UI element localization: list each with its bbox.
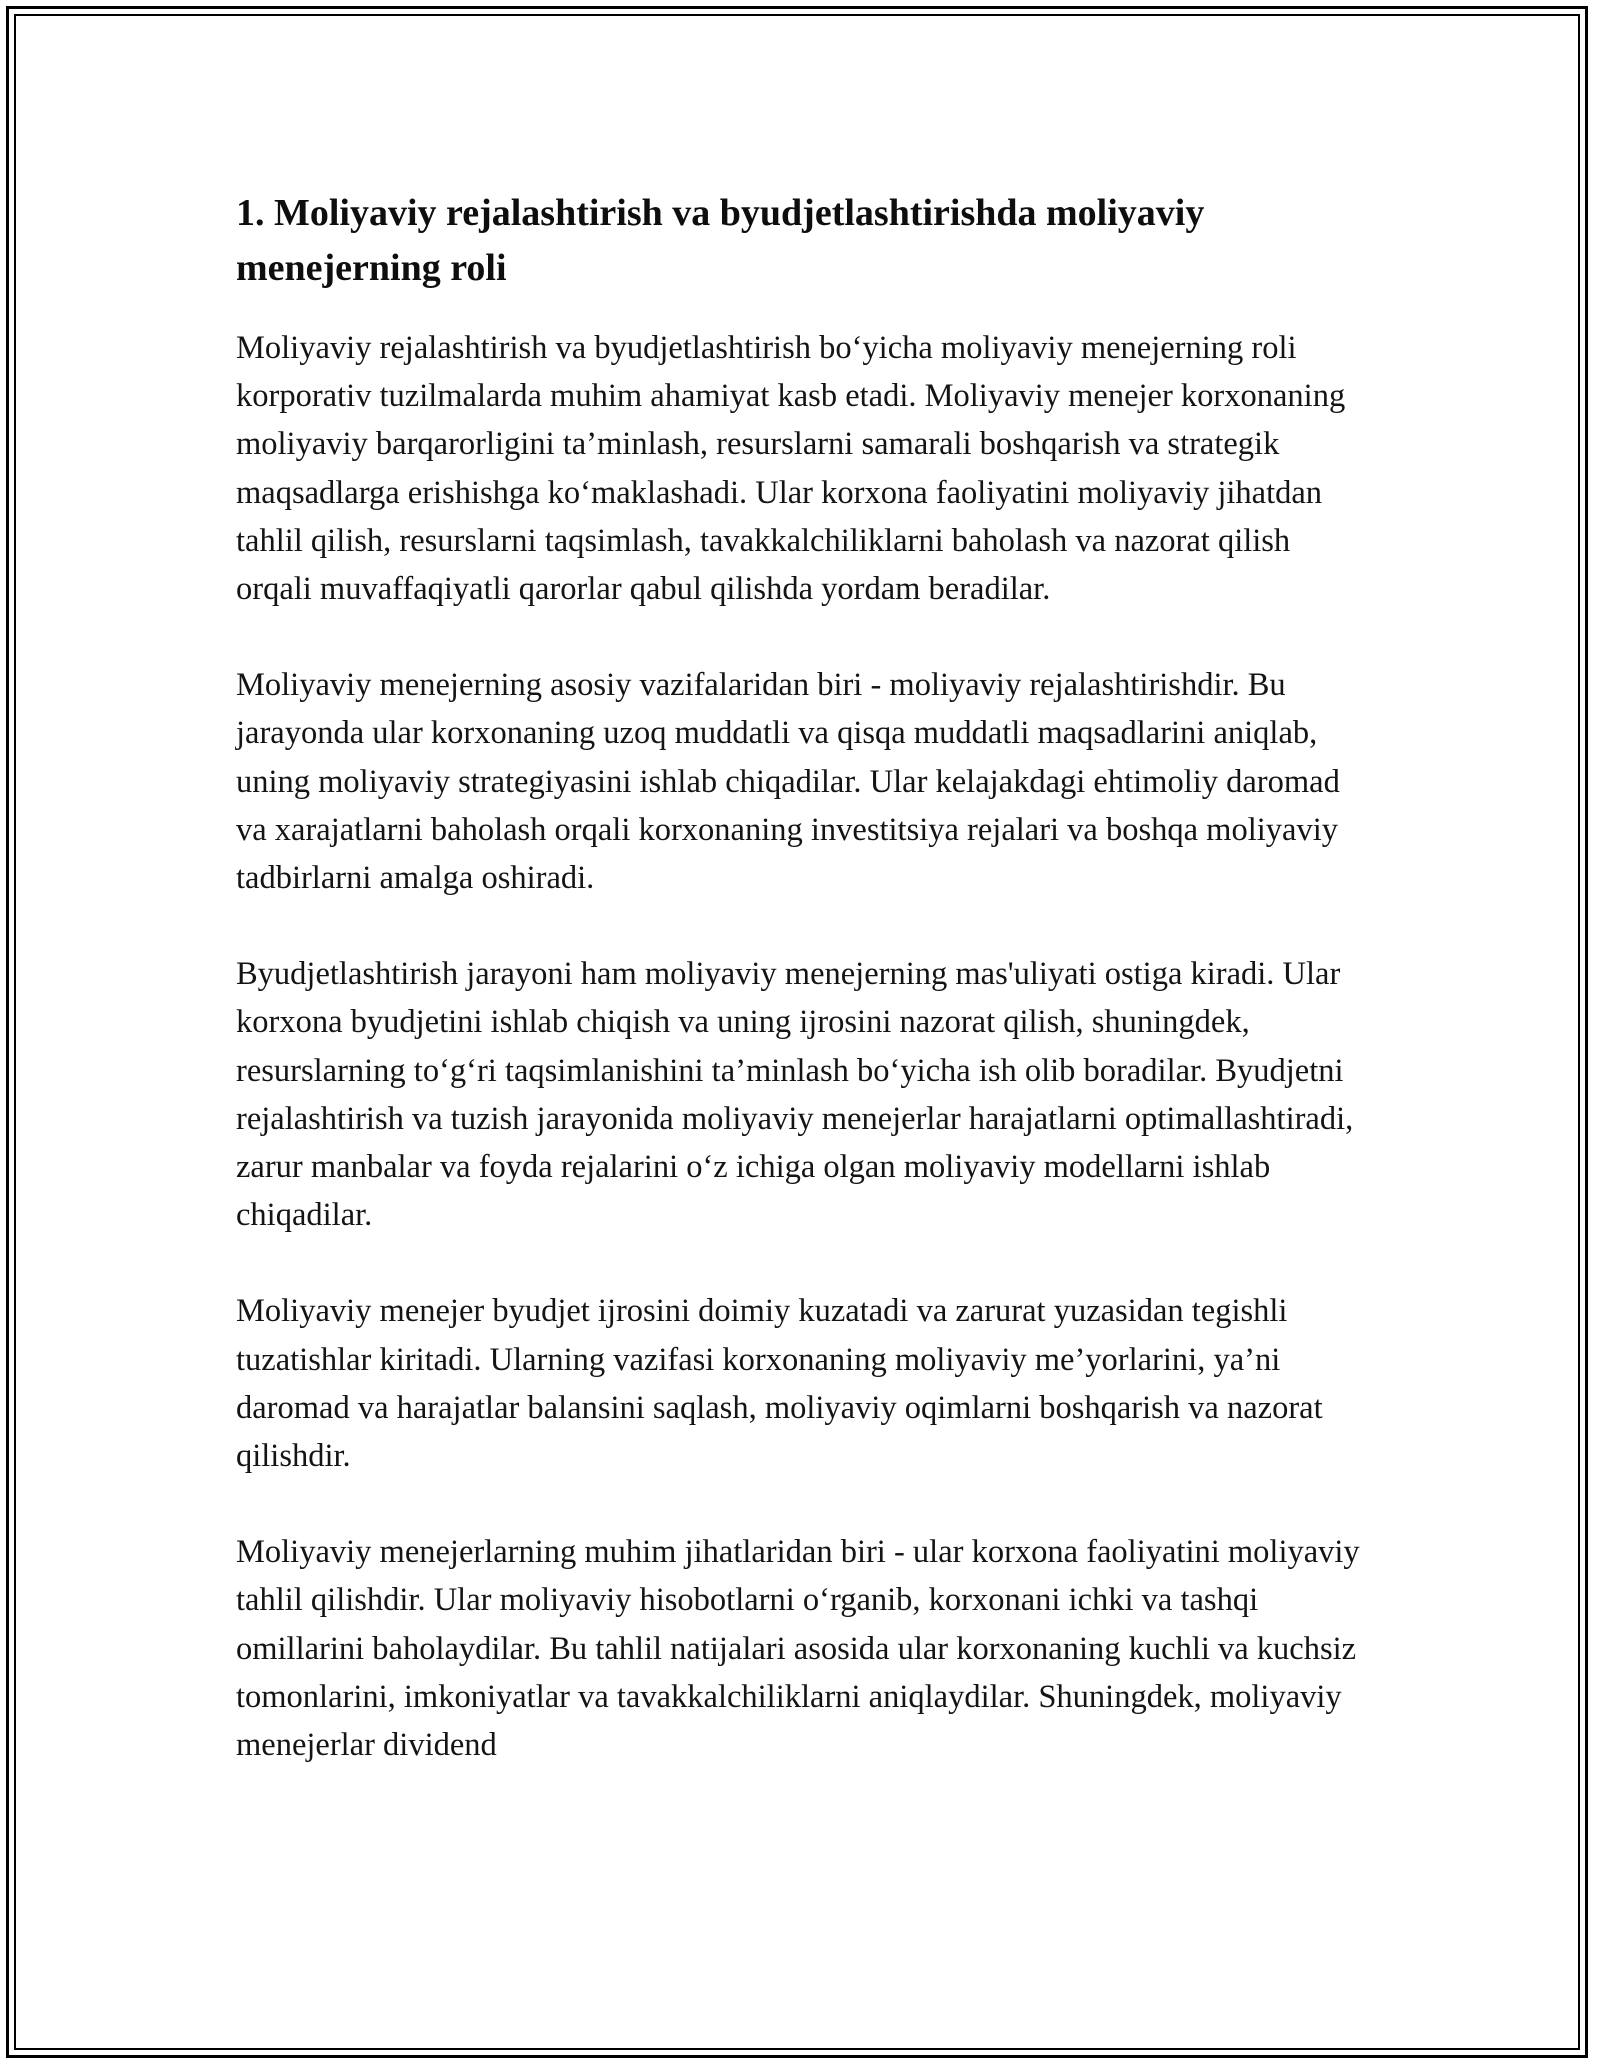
document-body bbox=[236, 186, 1366, 1817]
section-heading: 1. Moliyaviy rejalashtirish va byudjetlashtirishda moliyaviy menejerning roli bbox=[236, 192, 1205, 289]
paragraph-4: Moliyaviy menejer byudjet ijrosini doimiy kuzatadi va zarurat yuzasidan tegishli tuzatishlar kiritadi. Ularning vazifasi korxonaning moliyaviy me’yorlarini, ya’ni daromad va harajatlar balansini saqlash, moliyaviy oqimlarni boshqarish va nazorat qilishdir. bbox=[236, 1293, 1323, 1475]
paragraph-2: Moliyaviy menejerning asosiy vazifalaridan biri - moliyaviy rejalashtirishdir. Bu jarayonda ular korxonaning uzoq muddatli va qisqa muddatli maqsadlarini aniqlab, uning moliyaviy strategiyasini ishlab chiqadilar. Ular kelajakdagi ehtimoliy daromad va xarajatlarni baholash orqali korxonaning investitsiya rejalari va boshqa moliyaviy tadbirlarni amalga oshiradi. bbox=[236, 667, 1340, 897]
paragraph-5: Moliyaviy menejerlarning muhim jihatlaridan biri - ular korxona faoliyatini moliyaviy tahlil qilishdir. Ular moliyaviy hisobotlarni o‘rganib, korxonani ichki va tashqi omillarini baholaydilar. Bu tahlil natijalari asosida ular korxonaning kuchli va kuchsiz tomonlarini, imkoniyatlar va tavakkalchiliklarni aniqlaydilar. Shuningdek, moliyaviy menejerlar dividend bbox=[236, 1534, 1360, 1764]
paragraph-1: Moliyaviy rejalashtirish va byudjetlashtirish bo‘yicha moliyaviy menejerning roli korporativ tuzilmalarda muhim ahamiyat kasb etadi. Moliyaviy menejer korxonaning moliyaviy barqarorligini ta’minlash, resurslarni samarali boshqarish va strategik maqsadlarga erishishga ko‘maklashadi. Ular korxona faoliyatini moliyaviy jihatdan tahlil qilish, resurslarni taqsimlash, tavakkalchiliklarni baholash va nazorat qilish orqali muvaffaqiyatli qarorlar qabul qilishda yordam beradilar. bbox=[236, 330, 1346, 608]
paragraph-3: Byudjetlashtirish jarayoni ham moliyaviy menejerning mas'uliyati ostiga kiradi. Ular korxona byudjetini ishlab chiqish va uning ijrosini nazorat qilish, shuningdek, resurslarning to‘g‘ri taqsimlanishini ta’minlash bo‘yicha ish olib boradilar. Byudjetni rejalashtirish va tuzish jarayonida moliyaviy menejerlar harajatlarni optimallashtiradi, zarur manbalar va foyda rejalarini o‘z ichiga olgan moliyaviy modellarni ishlab chiqadilar. bbox=[236, 956, 1354, 1234]
